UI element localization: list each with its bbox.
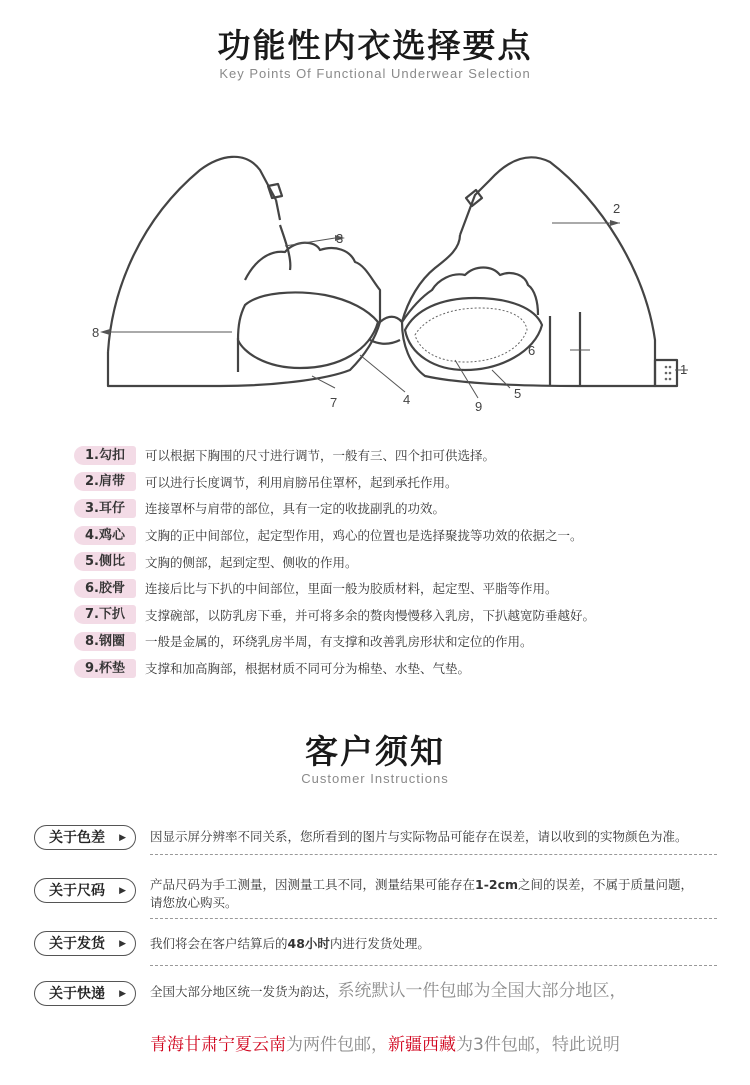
notice-text-large: 系统默认一件包邮为全国大部分地区， — [337, 981, 627, 1001]
notice-text-part: 全国大部分地区统一发货为韵达， — [150, 984, 338, 999]
shipping-note-regions: 新疆西藏 — [388, 1035, 456, 1055]
list-item — [74, 522, 714, 549]
divider — [150, 965, 717, 966]
notice-text-highlight: 48小时 — [287, 936, 330, 951]
shipping-note-text: 为3件包邮，特此说明 — [456, 1035, 620, 1055]
page-title: 功能性内衣选择要点 — [217, 26, 533, 65]
part-badge: 6.胶骨 — [74, 579, 136, 598]
notice-text-part: 我们将会在客户结算后的 — [150, 936, 288, 951]
bra-diagram — [80, 140, 700, 430]
notice-tag-label: 关于色差 — [49, 830, 105, 846]
part-description: 支撑和加高胸部，根据材质不同可分为棉垫、水垫、气垫。 — [145, 661, 471, 677]
shipping-note-text: 为两件包邮， — [286, 1035, 388, 1055]
callout-2: 2 — [613, 201, 621, 216]
part-badge: 4.鸡心 — [74, 526, 136, 545]
triangle-right-icon: ▶ — [119, 939, 126, 949]
callout-1: 1 — [680, 362, 688, 377]
list-item — [74, 442, 714, 469]
list-item — [74, 469, 714, 496]
list-item — [74, 602, 714, 629]
notice-text-part: 产品尺码为手工测量，因测量工具不同，测量结果可能存在 — [150, 877, 476, 892]
notice-title: 客户须知 — [305, 732, 445, 771]
notice-subtitle: Customer Instructions — [301, 771, 449, 786]
part-description: 连接后比与下扒的中间部位，里面一般为胶质材料，起定型、平脂等作用。 — [145, 581, 558, 597]
callout-4: 4 — [403, 392, 411, 407]
list-item — [74, 548, 714, 575]
notice-size — [34, 876, 724, 926]
parts-list — [74, 442, 714, 681]
callout-9: 9 — [475, 399, 483, 414]
notice-color — [34, 825, 724, 865]
notice-text: 因显示屏分辨率不同关系，您所看到的图片与实际物品可能存在误差，请以收到的实物颜色为准。 — [150, 829, 688, 844]
shipping-note-regions: 青海甘肃宁夏云南 — [150, 1035, 286, 1055]
notice-tag-label: 关于发货 — [49, 936, 105, 952]
notice-text — [150, 876, 693, 912]
notice-ship — [34, 931, 724, 971]
notice-tag-size — [34, 878, 136, 903]
notice-express — [34, 981, 724, 1011]
part-badge: 3.耳仔 — [74, 499, 136, 518]
notice-tag-label: 关于尺码 — [49, 883, 105, 899]
part-description: 一般是金属的，环绕乳房半周，有支撑和改善乳房形状和定位的作用。 — [145, 634, 533, 650]
list-item — [74, 575, 714, 602]
notice-tag-ship — [34, 931, 136, 956]
part-badge: 8.钢圈 — [74, 632, 136, 651]
page-subtitle: Key Points Of Functional Underwear Selection — [219, 66, 531, 81]
triangle-right-icon: ▶ — [119, 833, 126, 843]
triangle-right-icon: ▶ — [119, 989, 126, 999]
callout-8: 8 — [92, 325, 100, 340]
callout-7: 7 — [330, 395, 338, 410]
triangle-right-icon: ▶ — [119, 886, 126, 896]
part-badge: 9.杯垫 — [74, 659, 136, 678]
list-item — [74, 495, 714, 522]
callout-5: 5 — [514, 386, 522, 401]
part-badge: 5.侧比 — [74, 552, 136, 571]
part-description: 连接罩杯与肩带的部位，具有一定的收拢副乳的功效。 — [145, 501, 446, 517]
divider — [150, 918, 717, 919]
notice-tag-express — [34, 981, 136, 1006]
part-description: 可以根据下胸围的尺寸进行调节，一般有三、四个扣可供选择。 — [145, 448, 496, 464]
notice-text — [150, 935, 430, 953]
part-description: 文胸的侧部，起到定型、侧收的作用。 — [145, 554, 358, 570]
divider — [150, 854, 717, 855]
notice-text — [150, 982, 627, 1001]
list-item — [74, 628, 714, 655]
notice-text-part: 之间的误差，不属于质量问题， — [518, 877, 694, 892]
notice-tag-label: 关于快递 — [49, 986, 105, 1002]
list-item — [74, 655, 714, 682]
part-badge: 2.肩带 — [74, 472, 136, 491]
notice-tag-color — [34, 825, 136, 850]
part-description: 文胸的正中间部位，起定型作用，鸡心的位置也是选择聚拢等功效的依据之一。 — [145, 528, 583, 544]
callout-3: 3 — [336, 231, 344, 246]
notice-text-highlight: 1-2cm — [475, 877, 519, 892]
part-description: 支撑碗部，以防乳房下垂，并可将多余的赘肉慢慢移入乳房，下扒越宽防垂越好。 — [145, 607, 596, 623]
callout-6: 6 — [528, 343, 536, 358]
notice-text-part: 内进行发货处理。 — [329, 936, 430, 951]
part-badge: 1.勾扣 — [74, 446, 136, 465]
part-badge: 7.下扒 — [74, 605, 136, 624]
notice-text-part: 请您放心购买。 — [150, 895, 238, 910]
part-description: 可以进行长度调节，利用肩膀吊住罩杯，起到承托作用。 — [145, 474, 458, 490]
shipping-note — [150, 1030, 620, 1055]
